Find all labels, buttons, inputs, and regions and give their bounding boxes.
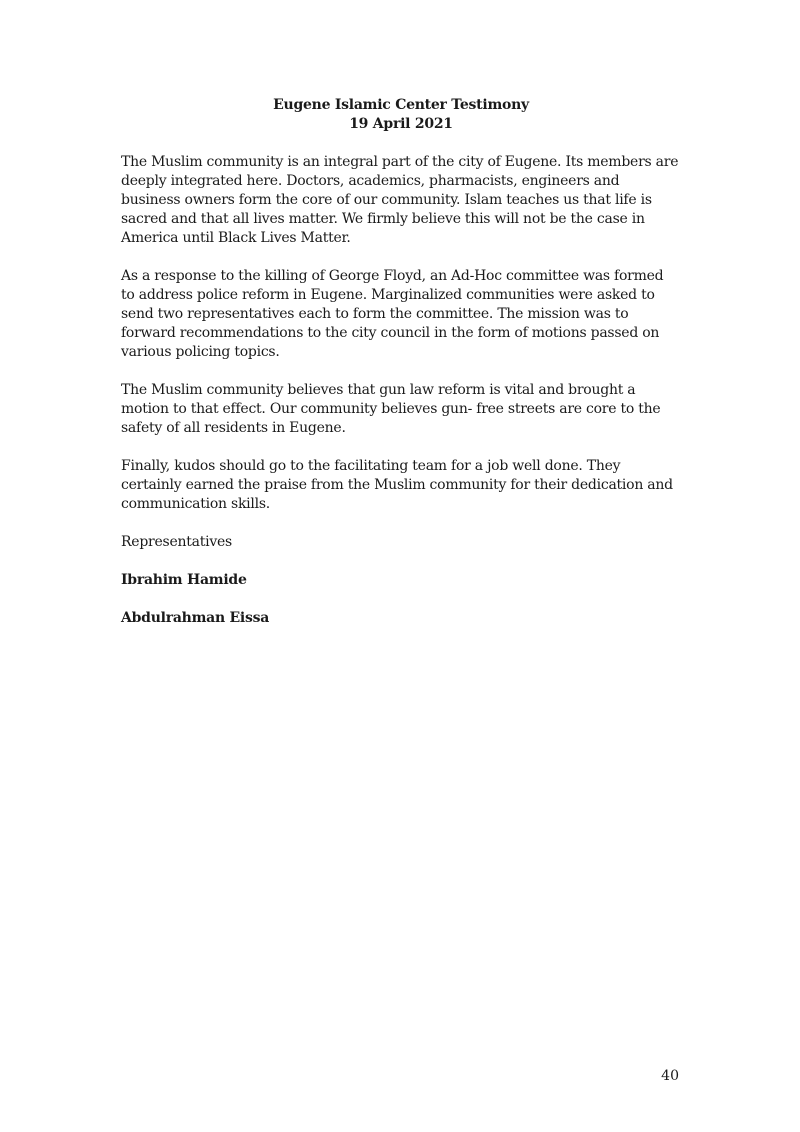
document-body: [121, 96, 681, 647]
representatives-label: Representatives: [121, 534, 232, 550]
document-date: 19 April 2021: [349, 116, 453, 132]
paragraph-2: As a response to the killing of George Floyd, an Ad-Hoc committee was formed to address police reform in Eugene. Marginalized communities were asked to send two representatives each to form the committee. The mission was to forward recommendations to the city council in the form of motions passed on various policing topics.: [121, 268, 664, 360]
paragraph-3: The Muslim community believes that gun law reform is vital and brought a motion to that effect. Our community believes gun- free streets are core to the safety of all residents in Eugene.: [121, 382, 661, 436]
document-title: Eugene Islamic Center Testimony: [273, 97, 529, 113]
representative-1: Ibrahim Hamide: [121, 572, 247, 588]
paragraph-4: Finally, kudos should go to the facilitating team for a job well done. They certainly earned the praise from the Muslim community for their dedication and communication skills.: [121, 458, 673, 512]
title-block: [121, 96, 681, 134]
paragraph-1: The Muslim community is an integral part of the city of Eugene. Its members are deeply integrated here. Doctors, academics, pharmacists, engineers and business owners form the core of our community. Islam teaches us that life is sacred and that all lives matter. We firmly believe this will not be the case in America until Black Lives Matter.: [121, 154, 679, 246]
representative-2: Abdulrahman Eissa: [121, 610, 270, 626]
page-number: 40: [661, 1068, 679, 1084]
